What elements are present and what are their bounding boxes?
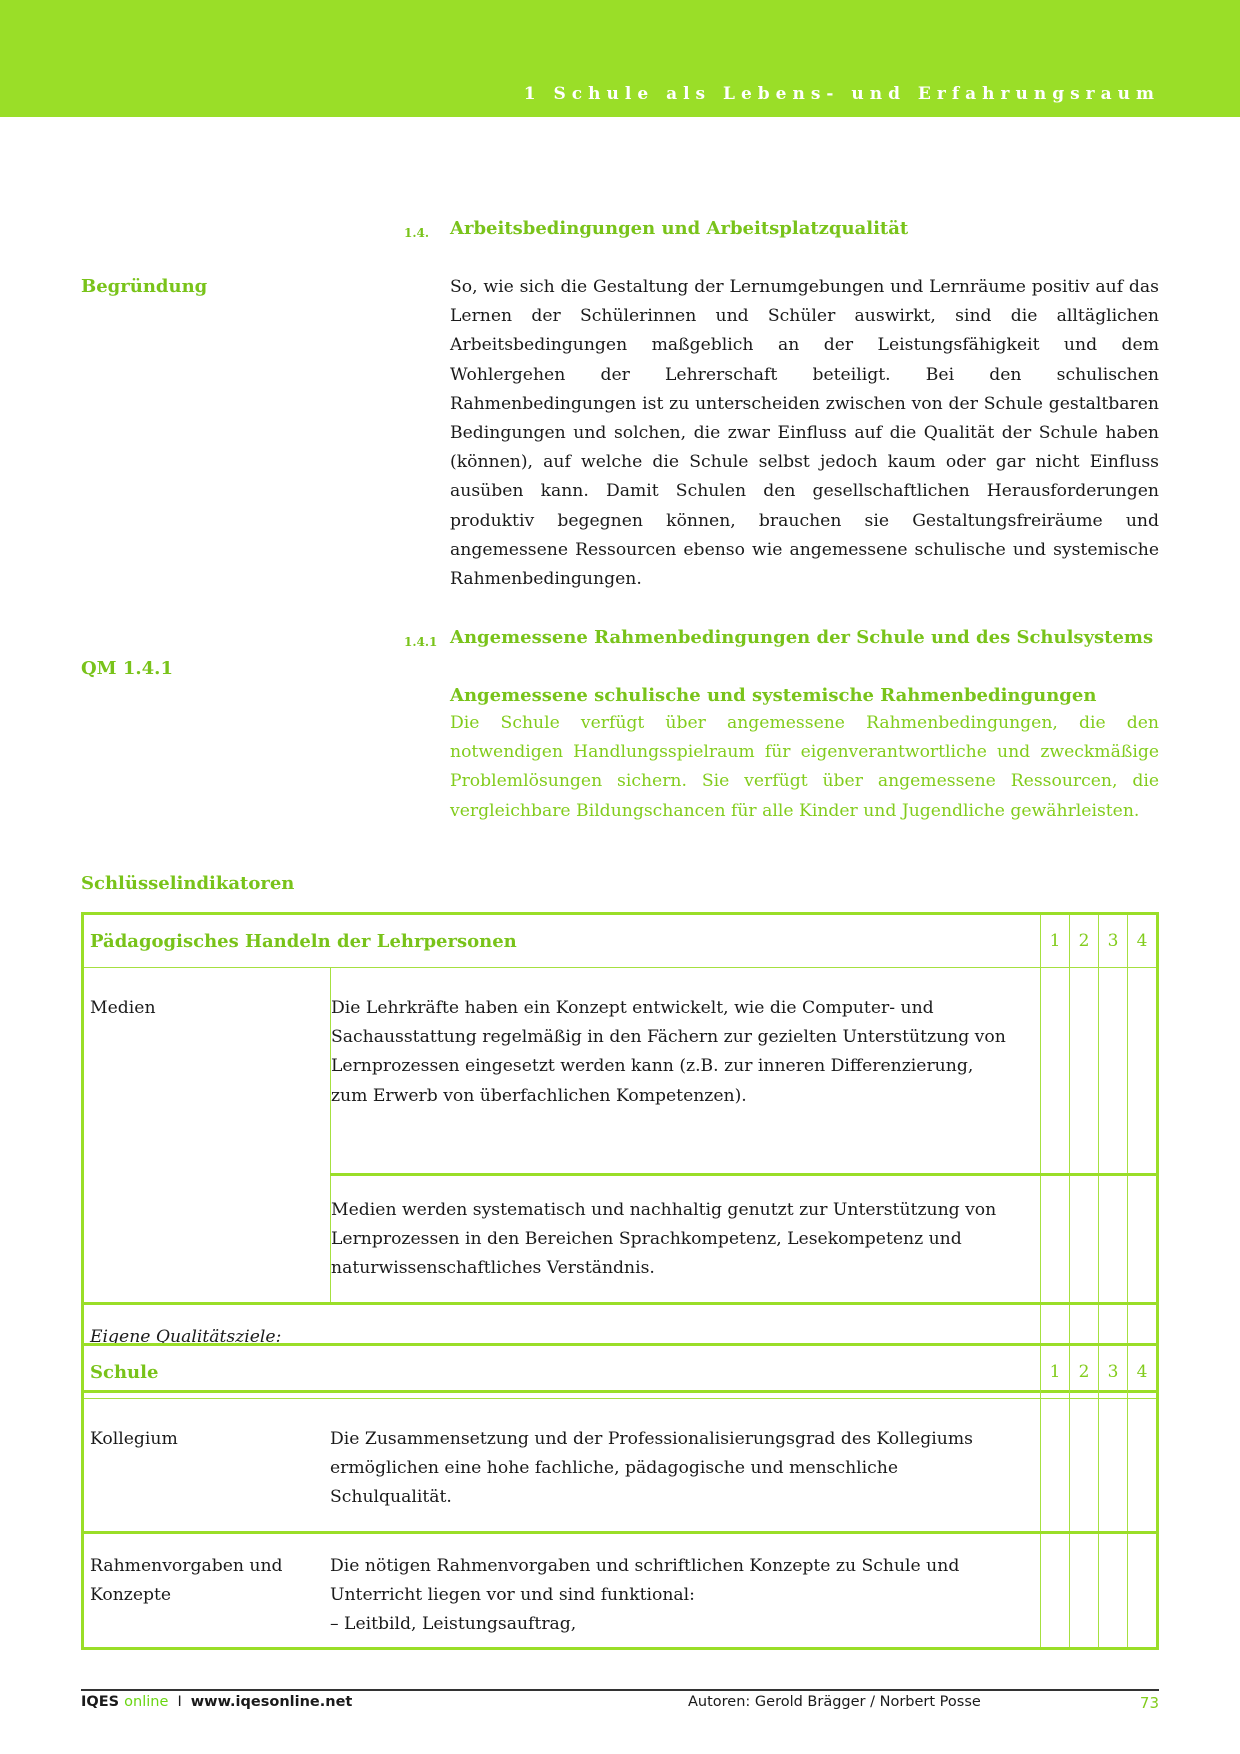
rating-cell-1[interactable]	[1041, 968, 1070, 1175]
indicator-table-teaching	[81, 912, 1159, 1393]
begruendung-text: So, wie sich die Gestaltung der Lernumgebungen und Lernräume positiv auf das Lernen der Schülerinnen und Schüler auswirkt, sind die alltäglichen Arbeitsbedingungen maßgeblich an der Leistungsfähigkeit und dem Wohlergehen der Lehrerschaft beteiligt. Bei den schulischen Rahmenbedingungen ist zu unterscheiden zwischen von der Schule gestaltbaren Bedingungen und solchen, die zwar Einfluss auf die Qualität der Schule haben (können), auf welche die Schule selbst jedoch kaum oder gar nicht Einfluss ausüben kann. Damit Schulen den gesellschaftlichen Herausforderungen produktiv begegnen können, brauchen sie Gestaltungsfreiräume und angemessene Ressourcen ebenso wie angemessene schulische und systemische Rahmenbedingungen.	[450, 277, 1159, 590]
rating-cell-3[interactable]	[1099, 1399, 1128, 1533]
footer-authors: Autoren: Gerold Brägger / Norbert Posse	[688, 1694, 981, 1710]
indicator-text-block	[330, 1532, 1041, 1649]
footer-separator: I	[177, 1694, 182, 1710]
indicator-text: Die nötigen Rahmenvorgaben und schriftlichen Konzepte zu Schule und Unterricht liegen vor und sind funktional:	[330, 1555, 960, 1605]
brand-iqes: IQES	[81, 1694, 120, 1710]
brand-online: online	[124, 1694, 169, 1710]
footer-url[interactable]: www.iqesonline.net	[190, 1694, 353, 1710]
table-title: Pädagogisches Handeln der Lehrpersonen	[83, 914, 1041, 968]
standard-text: Die Schule verfügt über angemessene Rahmenbedingungen, die den notwendigen Handlungsspielraum für eigenverantwortliche und zweckmäßige Problemlösungen sichern. Sie verfügt über angemessene Ressourcen, die vergleichbare Bildungschancen für alle Kinder und Jugendliche gewährleisten.	[450, 713, 1159, 821]
row-label: Medien	[83, 968, 331, 1304]
indicator-text: Medien werden systematisch und nachhaltig genutzt zur Unterstützung von Lernprozessen in den Bereichen Sprachkompetenz, Lesekompetenz und naturwissenschaftliches Verständnis.	[331, 1175, 1041, 1304]
rating-cell-1[interactable]	[1041, 1532, 1070, 1649]
indicator-bullet: – Leitbild, Leistungsauftrag,	[330, 1614, 577, 1635]
row-label: Rahmenvorgaben und Konzepte	[83, 1532, 331, 1649]
rating-cell-1[interactable]	[1041, 1175, 1070, 1304]
header-band	[0, 0, 1240, 117]
rating-cell-2[interactable]	[1070, 1399, 1099, 1533]
page-number: 73	[1139, 1694, 1159, 1712]
rating-cell-4[interactable]	[1128, 1399, 1158, 1533]
qm-label: QM 1.4.1	[81, 658, 173, 679]
indicator-table-school	[81, 1343, 1159, 1650]
begruendung-label: Begründung	[81, 276, 208, 297]
rating-cell-2[interactable]	[1070, 1175, 1099, 1304]
footer-brand	[81, 1694, 352, 1710]
rating-cell-2[interactable]	[1070, 968, 1099, 1175]
own-goals-label[interactable]: Eigene Qualitätsziele:	[83, 1303, 1041, 1391]
subsection-title: Angemessene Rahmenbedingungen der Schule und des Schulsystems	[450, 627, 1154, 648]
indicators-label: Schlüsselindikatoren	[81, 873, 295, 894]
scale-3: 3	[1099, 914, 1128, 968]
scale-4: 4	[1128, 914, 1158, 968]
chapter-title: 1 Schule als Lebens- und Erfahrungsraum	[523, 84, 1160, 104]
row-label: Kollegium	[83, 1399, 331, 1533]
indicator-text: Die Lehrkräfte haben ein Konzept entwickelt, wie die Computer- und Sachausstattung regelmäßig in den Fächern zur gezielten Unterstützung von Lernprozessen eingesetzt werden kann (z.B. zur inneren Differenzierung, zum Erwerb von überfachlichen Kompetenzen).	[331, 968, 1041, 1175]
scale-1: 1	[1041, 1345, 1070, 1399]
rating-cell-4[interactable]	[1128, 1175, 1158, 1304]
scale-4: 4	[1128, 1345, 1158, 1399]
indicator-text: Die Zusammensetzung und der Professionalisierungsgrad des Kollegiums ermöglichen eine hohe fachliche, pädagogische und menschliche Schulqualität.	[330, 1399, 1041, 1533]
scale-1: 1	[1041, 914, 1070, 968]
scale-3: 3	[1099, 1345, 1128, 1399]
rating-cell-4[interactable]	[1128, 1532, 1158, 1649]
rating-cell-3[interactable]	[1099, 968, 1128, 1175]
rating-cell-2[interactable]	[1070, 1532, 1099, 1649]
rating-cell-4[interactable]	[1128, 968, 1158, 1175]
rating-cell-3[interactable]	[1099, 1175, 1128, 1304]
footer-rule	[81, 1689, 1159, 1691]
table-title: Schule	[83, 1345, 1041, 1399]
scale-2: 2	[1070, 1345, 1099, 1399]
rating-cell-1[interactable]	[1041, 1399, 1070, 1533]
scale-2: 2	[1070, 914, 1099, 968]
rating-cell-3[interactable]	[1099, 1532, 1128, 1649]
subsection-number: 1.4.1	[404, 635, 438, 649]
standard-title: Angemessene schulische und systemische Rahmenbedingungen	[450, 685, 1097, 706]
section-number: 1.4.	[404, 226, 430, 240]
section-title: Arbeitsbedingungen und Arbeitsplatzqualität	[450, 218, 909, 239]
